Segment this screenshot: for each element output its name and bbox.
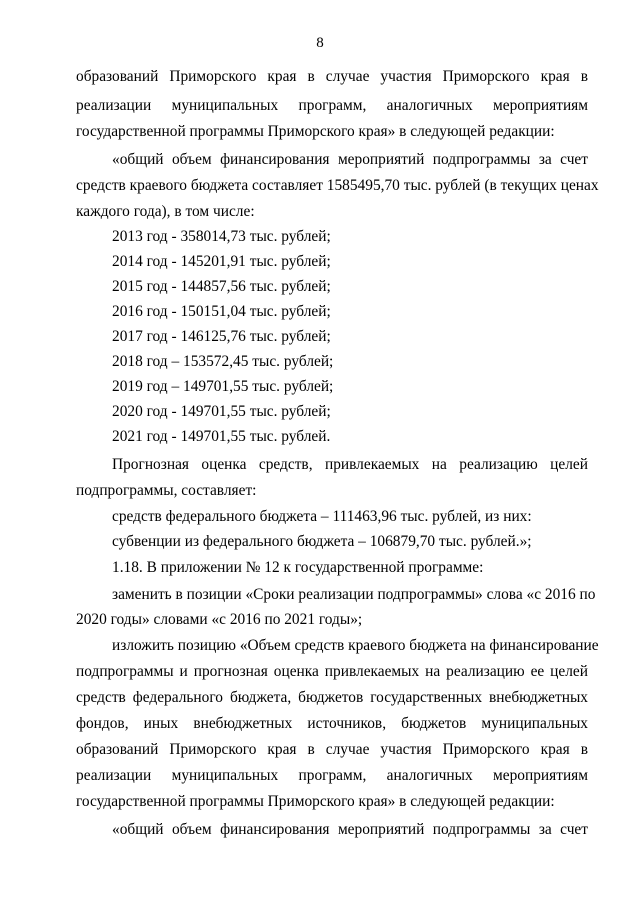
text-line: средств краевого бюджета составляет 1585495,70 тыс. рублей (в текущих ценах bbox=[76, 177, 599, 194]
text-line: изложить позицию «Объем средств краевого бюджета на финансирование bbox=[112, 637, 599, 654]
text-line: реализации муниципальных программ, аналогичных мероприятиям bbox=[76, 767, 588, 784]
year-amount-line: 2013 год - 358014,73 тыс. рублей; bbox=[112, 228, 331, 245]
text-line: реализации муниципальных программ, аналогичных мероприятиям bbox=[76, 97, 588, 114]
text-line: фондов, иных внебюджетных источников, бюджетов муниципальных bbox=[76, 715, 588, 732]
year-amount-line: 2018 год – 153572,45 тыс. рублей; bbox=[112, 353, 334, 370]
year-amount-line: 2017 год - 146125,76 тыс. рублей; bbox=[112, 328, 331, 345]
text-line: образований Приморского края в случае участия Приморского края в bbox=[76, 741, 588, 758]
text-line: государственной программы Приморского края» в следующей редакции: bbox=[76, 123, 555, 140]
page-number: 8 bbox=[316, 35, 324, 51]
text-line: образований Приморского края в случае участия Приморского края в bbox=[76, 68, 588, 85]
year-amount-line: 2015 год - 144857,56 тыс. рублей; bbox=[112, 278, 331, 295]
text-line: «общий объем финансирования мероприятий подпрограммы за счет bbox=[112, 151, 588, 168]
text-line: 2020 годы» словами «с 2016 по 2021 годы»; bbox=[76, 611, 363, 628]
year-amount-line: 2014 год - 145201,91 тыс. рублей; bbox=[112, 253, 331, 270]
text-line: заменить в позиции «Сроки реализации подпрограммы» слова «с 2016 по bbox=[112, 586, 596, 603]
text-line: «общий объем финансирования мероприятий подпрограммы за счет bbox=[112, 821, 588, 838]
text-line: средств федерального бюджета, бюджетов государственных внебюджетных bbox=[76, 689, 588, 706]
text-line: Прогнозная оценка средств, привлекаемых на реализацию целей bbox=[112, 456, 588, 473]
text-line: подпрограммы, составляет: bbox=[76, 482, 257, 499]
text-line: субвенции из федерального бюджета – 106879,70 тыс. рублей.»; bbox=[112, 533, 532, 550]
text-line: каждого года), в том числе: bbox=[76, 203, 255, 220]
year-amount-line: 2019 год – 149701,55 тыс. рублей; bbox=[112, 378, 334, 395]
year-amount-line: 2021 год - 149701,55 тыс. рублей. bbox=[112, 428, 331, 445]
text-line: средств федерального бюджета – 111463,96 тыс. рублей, из них: bbox=[112, 508, 532, 525]
text-line: подпрограммы и прогнозная оценка привлекаемых на реализацию ее целей bbox=[76, 663, 588, 680]
year-amount-line: 2020 год - 149701,55 тыс. рублей; bbox=[112, 403, 331, 420]
year-amount-line: 2016 год - 150151,04 тыс. рублей; bbox=[112, 303, 331, 320]
text-line: 1.18. В приложении № 12 к государственной программе: bbox=[112, 559, 484, 576]
text-line: государственной программы Приморского края» в следующей редакции: bbox=[76, 793, 555, 810]
